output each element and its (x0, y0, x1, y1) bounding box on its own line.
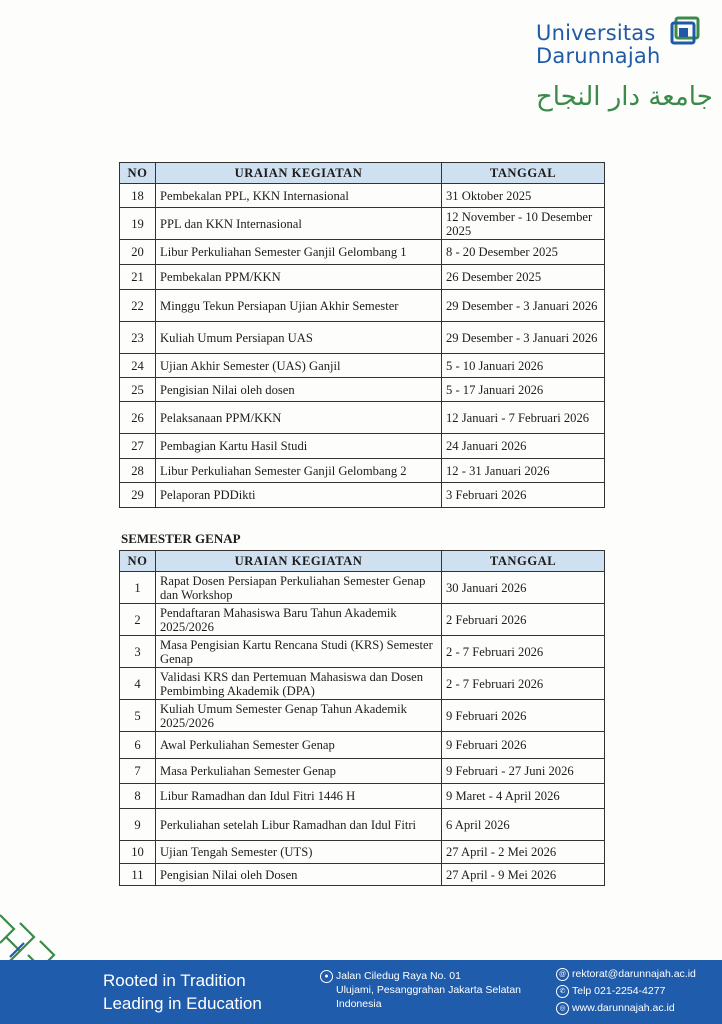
cell-tanggal: 3 Februari 2026 (442, 483, 605, 508)
header-no: NO (120, 551, 156, 572)
cell-no: 8 (120, 784, 156, 809)
cell-kegiatan: Pengisian Nilai oleh Dosen (156, 864, 442, 886)
cell-tanggal: 26 Desember 2025 (442, 265, 605, 290)
cell-no: 20 (120, 240, 156, 265)
cell-tanggal: 2 - 7 Februari 2026 (442, 636, 605, 668)
cell-kegiatan: Ujian Akhir Semester (UAS) Ganjil (156, 354, 442, 378)
header-tanggal: TANGGAL (442, 551, 605, 572)
cell-kegiatan: Validasi KRS dan Pertemuan Mahasiswa dan Dosen Pembimbing Akademik (DPA) (156, 668, 442, 700)
cell-kegiatan: Masa Pengisian Kartu Rencana Studi (KRS) Semester Genap (156, 636, 442, 668)
slogan-line2: Leading in Education (103, 994, 262, 1013)
footer-slogan (103, 969, 262, 1015)
footer-contact (556, 966, 696, 1017)
cell-tanggal: 8 - 20 Desember 2025 (442, 240, 605, 265)
cell-kegiatan: Masa Perkuliahan Semester Genap (156, 759, 442, 784)
web-icon: ◎ (556, 1002, 569, 1015)
table-row (120, 841, 605, 864)
slogan-line1: Rooted in Tradition (103, 971, 246, 990)
cell-tanggal: 2 - 7 Februari 2026 (442, 668, 605, 700)
cell-kegiatan: Minggu Tekun Persiapan Ujian Akhir Semester (156, 290, 442, 322)
cell-tanggal: 2 Februari 2026 (442, 604, 605, 636)
cell-kegiatan: Awal Perkuliahan Semester Genap (156, 732, 442, 759)
cell-tanggal: 24 Januari 2026 (442, 434, 605, 459)
cell-kegiatan: Libur Perkuliahan Semester Ganjil Gelombang 2 (156, 459, 442, 483)
cell-tanggal: 6 April 2026 (442, 809, 605, 841)
cell-kegiatan: Pendaftaran Mahasiswa Baru Tahun Akademik 2025/2026 (156, 604, 442, 636)
cell-tanggal: 9 Februari - 27 Juni 2026 (442, 759, 605, 784)
table-row (120, 459, 605, 483)
cell-no: 5 (120, 700, 156, 732)
cell-tanggal: 27 April - 9 Mei 2026 (442, 864, 605, 886)
table-row (120, 784, 605, 809)
table-row (120, 572, 605, 604)
cell-tanggal: 12 November - 10 Desember 2025 (442, 208, 605, 240)
cell-tanggal: 5 - 17 Januari 2026 (442, 378, 605, 402)
cell-no: 10 (120, 841, 156, 864)
cell-tanggal: 31 Oktober 2025 (442, 184, 605, 208)
table-row (120, 322, 605, 354)
cell-no: 26 (120, 402, 156, 434)
cell-tanggal: 12 - 31 Januari 2026 (442, 459, 605, 483)
table-row (120, 759, 605, 784)
cell-tanggal: 30 Januari 2026 (442, 572, 605, 604)
address-line2: Ulujami, Pesanggrahan Jakarta Selatan (336, 984, 522, 996)
table-row (120, 265, 605, 290)
contact-web[interactable]: www.darunnajah.ac.id (572, 1002, 675, 1014)
cell-no: 18 (120, 184, 156, 208)
cell-no: 25 (120, 378, 156, 402)
table-body (120, 184, 605, 508)
cell-kegiatan: Libur Ramadhan dan Idul Fitri 1446 H (156, 784, 442, 809)
logo-line2: Darunnajah (536, 44, 661, 68)
header-kegiatan: URAIAN KEGIATAN (156, 163, 442, 184)
table-row (120, 732, 605, 759)
table-row (120, 290, 605, 322)
cell-no: 4 (120, 668, 156, 700)
cell-kegiatan: Pelaksanaan PPM/KKN (156, 402, 442, 434)
cell-kegiatan: Libur Perkuliahan Semester Ganjil Gelombang 1 (156, 240, 442, 265)
address-line3: Indonesia (336, 998, 382, 1010)
cell-no: 23 (120, 322, 156, 354)
table-row (120, 402, 605, 434)
cell-no: 24 (120, 354, 156, 378)
cell-no: 7 (120, 759, 156, 784)
table-body (120, 572, 605, 886)
cell-kegiatan: Kuliah Umum Semester Genap Tahun Akademik 2025/2026 (156, 700, 442, 732)
header-no: NO (120, 163, 156, 184)
cell-kegiatan: Pengisian Nilai oleh dosen (156, 378, 442, 402)
header-kegiatan: URAIAN KEGIATAN (156, 551, 442, 572)
cell-tanggal: 9 Februari 2026 (442, 732, 605, 759)
phone-icon: ✆ (556, 985, 569, 998)
cell-no: 9 (120, 809, 156, 841)
table-row (120, 354, 605, 378)
cell-no: 27 (120, 434, 156, 459)
cell-tanggal: 29 Desember - 3 Januari 2026 (442, 290, 605, 322)
cell-tanggal: 29 Desember - 3 Januari 2026 (442, 322, 605, 354)
cell-kegiatan: Rapat Dosen Persiapan Perkuliahan Semester Genap dan Workshop (156, 572, 442, 604)
table-row (120, 184, 605, 208)
cell-kegiatan: Kuliah Umum Persiapan UAS (156, 322, 442, 354)
cell-no: 29 (120, 483, 156, 508)
table-row (120, 604, 605, 636)
cell-tanggal: 12 Januari - 7 Februari 2026 (442, 402, 605, 434)
cell-no: 3 (120, 636, 156, 668)
logo-wordmark (536, 22, 660, 68)
logo-line1: Universitas (536, 21, 656, 45)
location-icon: ● (320, 970, 333, 983)
cell-kegiatan: Pembagian Kartu Hasil Studi (156, 434, 442, 459)
table-row (120, 208, 605, 240)
table-row (120, 864, 605, 886)
contact-phone: Telp 021-2254-4277 (572, 985, 666, 997)
cell-kegiatan: Perkuliahan setelah Libur Ramadhan dan Idul Fitri (156, 809, 442, 841)
table-header-row (120, 163, 605, 184)
university-logo (536, 14, 713, 124)
address-line1: Jalan Ciledug Raya No. 01 (336, 970, 461, 982)
header-tanggal: TANGGAL (442, 163, 605, 184)
cell-tanggal: 9 Maret - 4 April 2026 (442, 784, 605, 809)
calendar-table-ganjil (119, 162, 605, 508)
cell-kegiatan: Pembekalan PPM/KKN (156, 265, 442, 290)
table-row (120, 434, 605, 459)
cell-tanggal: 27 April - 2 Mei 2026 (442, 841, 605, 864)
cell-kegiatan: Pembekalan PPL, KKN Internasional (156, 184, 442, 208)
cell-no: 21 (120, 265, 156, 290)
cell-no: 2 (120, 604, 156, 636)
table-row (120, 700, 605, 732)
email-icon: @ (556, 968, 569, 981)
cell-kegiatan: Pelaporan PDDikti (156, 483, 442, 508)
cell-no: 11 (120, 864, 156, 886)
section-title-semester-genap: SEMESTER GENAP (121, 531, 241, 546)
table-row (120, 668, 605, 700)
footer-bar (0, 960, 722, 1024)
logo-arabic-calligraphy: جامعة دار النجاح (536, 82, 713, 112)
calendar-table-genap (119, 550, 605, 886)
cell-kegiatan: Ujian Tengah Semester (UTS) (156, 841, 442, 864)
table-row (120, 809, 605, 841)
table-row (120, 636, 605, 668)
cell-no: 1 (120, 572, 156, 604)
logo-emblem-icon (670, 16, 702, 46)
contact-email[interactable]: rektorat@darunnajah.ac.id (572, 968, 696, 980)
table-row (120, 378, 605, 402)
table-row (120, 240, 605, 265)
cell-kegiatan: PPL dan KKN Internasional (156, 208, 442, 240)
table-header-row (120, 551, 605, 572)
footer-address (320, 969, 521, 1011)
cell-no: 22 (120, 290, 156, 322)
cell-no: 28 (120, 459, 156, 483)
cell-tanggal: 9 Februari 2026 (442, 700, 605, 732)
table-row (120, 483, 605, 508)
cell-no: 6 (120, 732, 156, 759)
cell-no: 19 (120, 208, 156, 240)
cell-tanggal: 5 - 10 Januari 2026 (442, 354, 605, 378)
